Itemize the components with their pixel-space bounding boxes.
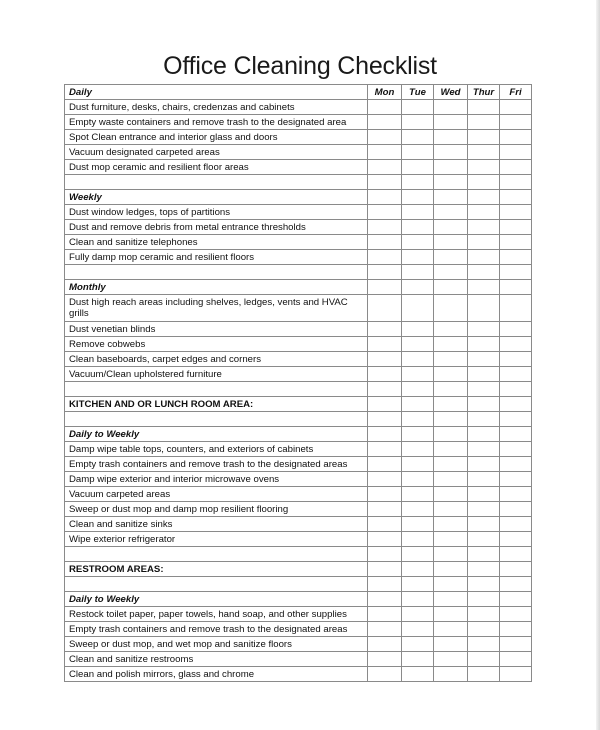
- check-cell-fri: [500, 280, 532, 295]
- check-cell-mon[interactable]: [368, 472, 402, 487]
- check-cell-wed[interactable]: [434, 667, 468, 682]
- task-row: [65, 160, 532, 175]
- check-cell-wed[interactable]: [434, 295, 468, 322]
- check-cell-wed[interactable]: [434, 235, 468, 250]
- check-cell-thur[interactable]: [468, 517, 500, 532]
- task-label: Dust high reach areas including shelves, ledges, vents and HVAC grills: [65, 295, 368, 322]
- check-cell-mon[interactable]: [368, 100, 402, 115]
- check-cell-tue[interactable]: [402, 220, 434, 235]
- check-cell-tue[interactable]: [402, 100, 434, 115]
- area-label: RESTROOM AREAS:: [65, 562, 368, 577]
- task-label: Sweep or dust mop, and wet mop and sanitize floors: [65, 637, 368, 652]
- check-cell-wed[interactable]: [434, 130, 468, 145]
- check-cell-thur: [468, 562, 500, 577]
- check-cell-tue: [402, 175, 434, 190]
- check-cell-wed[interactable]: [434, 532, 468, 547]
- check-cell-mon[interactable]: [368, 322, 402, 337]
- blank-label: [65, 382, 368, 397]
- task-label: Dust and remove debris from metal entrance thresholds: [65, 220, 368, 235]
- task-label: Clean and sanitize telephones: [65, 235, 368, 250]
- section-label: Weekly: [65, 190, 368, 205]
- check-cell-fri[interactable]: [500, 652, 532, 667]
- check-cell-mon[interactable]: [368, 130, 402, 145]
- check-cell-mon[interactable]: [368, 145, 402, 160]
- check-cell-tue[interactable]: [402, 517, 434, 532]
- check-cell-thur[interactable]: [468, 130, 500, 145]
- check-cell-tue: [402, 190, 434, 205]
- day-header-thur: Thur: [468, 85, 500, 100]
- task-label: Damp wipe table tops, counters, and exteriors of cabinets: [65, 442, 368, 457]
- check-cell-wed[interactable]: [434, 487, 468, 502]
- task-label: Empty trash containers and remove trash to the designated areas: [65, 457, 368, 472]
- check-cell-wed[interactable]: [434, 115, 468, 130]
- task-row: [65, 667, 532, 682]
- check-cell-wed[interactable]: [434, 442, 468, 457]
- blank-row: [65, 265, 532, 280]
- task-row: [65, 652, 532, 667]
- area-row: [65, 397, 532, 412]
- task-row: [65, 322, 532, 337]
- check-cell-tue[interactable]: [402, 667, 434, 682]
- check-cell-thur[interactable]: [468, 220, 500, 235]
- check-cell-mon[interactable]: [368, 667, 402, 682]
- check-cell-fri[interactable]: [500, 457, 532, 472]
- check-cell-fri[interactable]: [500, 115, 532, 130]
- check-cell-fri: [500, 397, 532, 412]
- check-cell-thur: [468, 427, 500, 442]
- blank-label: [65, 175, 368, 190]
- check-cell-fri[interactable]: [500, 160, 532, 175]
- check-cell-thur[interactable]: [468, 205, 500, 220]
- task-row: [65, 235, 532, 250]
- check-cell-tue[interactable]: [402, 337, 434, 352]
- check-cell-fri[interactable]: [500, 250, 532, 265]
- task-row: [65, 457, 532, 472]
- task-label: Vacuum/Clean upholstered furniture: [65, 367, 368, 382]
- section-label: Daily to Weekly: [65, 427, 368, 442]
- check-cell-mon[interactable]: [368, 652, 402, 667]
- check-cell-mon[interactable]: [368, 220, 402, 235]
- check-cell-tue[interactable]: [402, 367, 434, 382]
- check-cell-mon: [368, 280, 402, 295]
- check-cell-tue[interactable]: [402, 145, 434, 160]
- blank-label: [65, 265, 368, 280]
- check-cell-thur[interactable]: [468, 337, 500, 352]
- check-cell-thur: [468, 190, 500, 205]
- task-row: [65, 352, 532, 367]
- check-cell-wed[interactable]: [434, 502, 468, 517]
- check-cell-tue[interactable]: [402, 250, 434, 265]
- task-label: Spot Clean entrance and interior glass and doors: [65, 130, 368, 145]
- check-cell-wed[interactable]: [434, 652, 468, 667]
- check-cell-mon: [368, 412, 402, 427]
- check-cell-mon[interactable]: [368, 205, 402, 220]
- task-row: [65, 115, 532, 130]
- check-cell-thur[interactable]: [468, 637, 500, 652]
- check-cell-wed[interactable]: [434, 352, 468, 367]
- task-label: Vacuum carpeted areas: [65, 487, 368, 502]
- check-cell-thur[interactable]: [468, 622, 500, 637]
- check-cell-mon[interactable]: [368, 160, 402, 175]
- check-cell-thur[interactable]: [468, 352, 500, 367]
- task-row: [65, 487, 532, 502]
- check-cell-thur[interactable]: [468, 667, 500, 682]
- check-cell-fri[interactable]: [500, 100, 532, 115]
- check-cell-thur: [468, 412, 500, 427]
- check-cell-fri: [500, 265, 532, 280]
- check-cell-fri[interactable]: [500, 517, 532, 532]
- check-cell-wed: [434, 412, 468, 427]
- check-cell-tue: [402, 382, 434, 397]
- check-cell-thur[interactable]: [468, 235, 500, 250]
- check-cell-thur: [468, 547, 500, 562]
- check-cell-tue[interactable]: [402, 322, 434, 337]
- check-cell-tue: [402, 577, 434, 592]
- check-cell-thur[interactable]: [468, 652, 500, 667]
- check-cell-mon[interactable]: [368, 235, 402, 250]
- check-cell-mon: [368, 592, 402, 607]
- check-cell-fri[interactable]: [500, 295, 532, 322]
- task-row: [65, 145, 532, 160]
- check-cell-tue[interactable]: [402, 235, 434, 250]
- check-cell-wed: [434, 562, 468, 577]
- check-cell-fri: [500, 175, 532, 190]
- check-cell-wed[interactable]: [434, 337, 468, 352]
- check-cell-thur[interactable]: [468, 457, 500, 472]
- check-cell-wed: [434, 592, 468, 607]
- check-cell-tue[interactable]: [402, 607, 434, 622]
- check-cell-fri[interactable]: [500, 637, 532, 652]
- check-cell-mon[interactable]: [368, 607, 402, 622]
- day-header-mon: Mon: [368, 85, 402, 100]
- task-row: [65, 250, 532, 265]
- check-cell-wed: [434, 265, 468, 280]
- check-cell-thur[interactable]: [468, 100, 500, 115]
- check-cell-tue[interactable]: [402, 487, 434, 502]
- check-cell-mon[interactable]: [368, 502, 402, 517]
- check-cell-thur[interactable]: [468, 322, 500, 337]
- blank-row: [65, 577, 532, 592]
- check-cell-tue[interactable]: [402, 532, 434, 547]
- check-cell-mon[interactable]: [368, 250, 402, 265]
- check-cell-thur[interactable]: [468, 145, 500, 160]
- day-header-tue: Tue: [402, 85, 434, 100]
- task-row: [65, 532, 532, 547]
- blank-label: [65, 547, 368, 562]
- check-cell-fri: [500, 562, 532, 577]
- check-cell-fri: [500, 577, 532, 592]
- task-label: Dust venetian blinds: [65, 322, 368, 337]
- check-cell-wed[interactable]: [434, 457, 468, 472]
- check-cell-thur[interactable]: [468, 472, 500, 487]
- check-cell-tue[interactable]: [402, 130, 434, 145]
- check-cell-fri[interactable]: [500, 442, 532, 457]
- check-cell-mon[interactable]: [368, 115, 402, 130]
- task-label: Restock toilet paper, paper towels, hand soap, and other supplies: [65, 607, 368, 622]
- task-row: [65, 472, 532, 487]
- check-cell-mon[interactable]: [368, 367, 402, 382]
- check-cell-mon: [368, 175, 402, 190]
- check-cell-fri[interactable]: [500, 472, 532, 487]
- check-cell-mon[interactable]: [368, 487, 402, 502]
- check-cell-mon: [368, 547, 402, 562]
- task-label: Dust mop ceramic and resilient floor areas: [65, 160, 368, 175]
- task-row: [65, 130, 532, 145]
- check-cell-fri[interactable]: [500, 235, 532, 250]
- check-cell-fri: [500, 382, 532, 397]
- task-label: Empty waste containers and remove trash to the designated area: [65, 115, 368, 130]
- check-cell-mon: [368, 577, 402, 592]
- task-row: [65, 637, 532, 652]
- check-cell-fri: [500, 190, 532, 205]
- check-cell-tue[interactable]: [402, 160, 434, 175]
- check-cell-tue[interactable]: [402, 652, 434, 667]
- check-cell-wed[interactable]: [434, 220, 468, 235]
- check-cell-thur: [468, 592, 500, 607]
- check-cell-mon: [368, 382, 402, 397]
- check-cell-tue: [402, 592, 434, 607]
- task-row: [65, 607, 532, 622]
- check-cell-mon[interactable]: [368, 532, 402, 547]
- task-row: [65, 622, 532, 637]
- check-cell-wed: [434, 280, 468, 295]
- check-cell-tue[interactable]: [402, 352, 434, 367]
- check-cell-mon[interactable]: [368, 442, 402, 457]
- checklist-body: [65, 85, 532, 682]
- check-cell-fri: [500, 592, 532, 607]
- check-cell-mon[interactable]: [368, 637, 402, 652]
- check-cell-tue: [402, 412, 434, 427]
- check-cell-wed[interactable]: [434, 145, 468, 160]
- check-cell-tue[interactable]: [402, 205, 434, 220]
- check-cell-wed[interactable]: [434, 160, 468, 175]
- section-row: [65, 85, 532, 100]
- blank-row: [65, 547, 532, 562]
- page-title: Office Cleaning Checklist: [163, 52, 437, 80]
- check-cell-fri[interactable]: [500, 220, 532, 235]
- check-cell-fri[interactable]: [500, 352, 532, 367]
- check-cell-thur[interactable]: [468, 367, 500, 382]
- check-cell-thur[interactable]: [468, 250, 500, 265]
- check-cell-tue: [402, 280, 434, 295]
- check-cell-fri[interactable]: [500, 367, 532, 382]
- check-cell-fri[interactable]: [500, 502, 532, 517]
- section-row: [65, 190, 532, 205]
- check-cell-fri[interactable]: [500, 322, 532, 337]
- check-cell-thur[interactable]: [468, 115, 500, 130]
- check-cell-thur: [468, 280, 500, 295]
- check-cell-tue: [402, 547, 434, 562]
- task-label: Remove cobwebs: [65, 337, 368, 352]
- check-cell-mon: [368, 562, 402, 577]
- check-cell-tue: [402, 427, 434, 442]
- check-cell-fri: [500, 427, 532, 442]
- section-row: [65, 280, 532, 295]
- check-cell-wed[interactable]: [434, 367, 468, 382]
- area-label: KITCHEN AND OR LUNCH ROOM AREA:: [65, 397, 368, 412]
- check-cell-thur: [468, 175, 500, 190]
- task-label: Vacuum designated carpeted areas: [65, 145, 368, 160]
- task-label: Damp wipe exterior and interior microwave ovens: [65, 472, 368, 487]
- task-row: [65, 205, 532, 220]
- check-cell-thur[interactable]: [468, 295, 500, 322]
- check-cell-wed: [434, 175, 468, 190]
- section-label: Daily: [65, 85, 368, 100]
- area-row: [65, 562, 532, 577]
- check-cell-mon[interactable]: [368, 352, 402, 367]
- task-label: Clean and polish mirrors, glass and chrome: [65, 667, 368, 682]
- check-cell-thur: [468, 382, 500, 397]
- check-cell-thur[interactable]: [468, 607, 500, 622]
- check-cell-tue[interactable]: [402, 115, 434, 130]
- check-cell-thur: [468, 577, 500, 592]
- check-cell-wed: [434, 190, 468, 205]
- check-cell-mon: [368, 427, 402, 442]
- check-cell-thur[interactable]: [468, 532, 500, 547]
- check-cell-thur: [468, 265, 500, 280]
- check-cell-fri[interactable]: [500, 487, 532, 502]
- blank-label: [65, 412, 368, 427]
- day-header-wed: Wed: [434, 85, 468, 100]
- section-row: [65, 592, 532, 607]
- blank-row: [65, 175, 532, 190]
- blank-row: [65, 382, 532, 397]
- task-label: Sweep or dust mop and damp mop resilient flooring: [65, 502, 368, 517]
- check-cell-wed[interactable]: [434, 205, 468, 220]
- check-cell-tue[interactable]: [402, 502, 434, 517]
- check-cell-tue[interactable]: [402, 622, 434, 637]
- check-cell-wed: [434, 427, 468, 442]
- check-cell-fri[interactable]: [500, 607, 532, 622]
- task-row: [65, 295, 532, 322]
- check-cell-tue: [402, 265, 434, 280]
- task-label: Empty trash containers and remove trash to the designated areas: [65, 622, 368, 637]
- check-cell-mon[interactable]: [368, 517, 402, 532]
- check-cell-tue: [402, 562, 434, 577]
- checklist-table: [64, 84, 532, 682]
- check-cell-mon[interactable]: [368, 337, 402, 352]
- task-row: [65, 442, 532, 457]
- check-cell-tue[interactable]: [402, 442, 434, 457]
- blank-row: [65, 412, 532, 427]
- check-cell-mon[interactable]: [368, 457, 402, 472]
- check-cell-wed[interactable]: [434, 607, 468, 622]
- check-cell-fri[interactable]: [500, 532, 532, 547]
- task-row: [65, 517, 532, 532]
- section-row: [65, 427, 532, 442]
- check-cell-mon: [368, 190, 402, 205]
- task-row: [65, 367, 532, 382]
- check-cell-fri[interactable]: [500, 130, 532, 145]
- task-label: Dust window ledges, tops of partitions: [65, 205, 368, 220]
- check-cell-fri: [500, 412, 532, 427]
- check-cell-fri[interactable]: [500, 667, 532, 682]
- check-cell-tue[interactable]: [402, 472, 434, 487]
- check-cell-wed[interactable]: [434, 322, 468, 337]
- check-cell-mon[interactable]: [368, 295, 402, 322]
- check-cell-fri[interactable]: [500, 622, 532, 637]
- task-label: Clean and sanitize restrooms: [65, 652, 368, 667]
- check-cell-tue: [402, 397, 434, 412]
- check-cell-mon: [368, 265, 402, 280]
- check-cell-tue[interactable]: [402, 457, 434, 472]
- check-cell-wed: [434, 397, 468, 412]
- check-cell-mon: [368, 397, 402, 412]
- check-cell-thur[interactable]: [468, 160, 500, 175]
- check-cell-tue[interactable]: [402, 295, 434, 322]
- check-cell-wed[interactable]: [434, 637, 468, 652]
- check-cell-fri[interactable]: [500, 205, 532, 220]
- check-cell-mon[interactable]: [368, 622, 402, 637]
- check-cell-wed[interactable]: [434, 250, 468, 265]
- page-edge-shadow: [596, 0, 600, 730]
- check-cell-fri: [500, 547, 532, 562]
- task-label: Clean and sanitize sinks: [65, 517, 368, 532]
- task-row: [65, 337, 532, 352]
- blank-label: [65, 577, 368, 592]
- check-cell-thur: [468, 397, 500, 412]
- section-label: Monthly: [65, 280, 368, 295]
- check-cell-tue[interactable]: [402, 637, 434, 652]
- task-row: [65, 100, 532, 115]
- check-cell-wed: [434, 382, 468, 397]
- section-label: Daily to Weekly: [65, 592, 368, 607]
- task-row: [65, 220, 532, 235]
- check-cell-wed[interactable]: [434, 100, 468, 115]
- check-cell-wed[interactable]: [434, 622, 468, 637]
- task-row: [65, 502, 532, 517]
- check-cell-thur[interactable]: [468, 502, 500, 517]
- check-cell-fri[interactable]: [500, 145, 532, 160]
- task-label: Wipe exterior refrigerator: [65, 532, 368, 547]
- check-cell-thur[interactable]: [468, 442, 500, 457]
- day-header-fri: Fri: [500, 85, 532, 100]
- task-label: Dust furniture, desks, chairs, credenzas and cabinets: [65, 100, 368, 115]
- check-cell-wed: [434, 547, 468, 562]
- check-cell-fri[interactable]: [500, 337, 532, 352]
- check-cell-thur[interactable]: [468, 487, 500, 502]
- task-label: Fully damp mop ceramic and resilient floors: [65, 250, 368, 265]
- check-cell-wed[interactable]: [434, 472, 468, 487]
- task-label: Clean baseboards, carpet edges and corners: [65, 352, 368, 367]
- check-cell-wed[interactable]: [434, 517, 468, 532]
- check-cell-wed: [434, 577, 468, 592]
